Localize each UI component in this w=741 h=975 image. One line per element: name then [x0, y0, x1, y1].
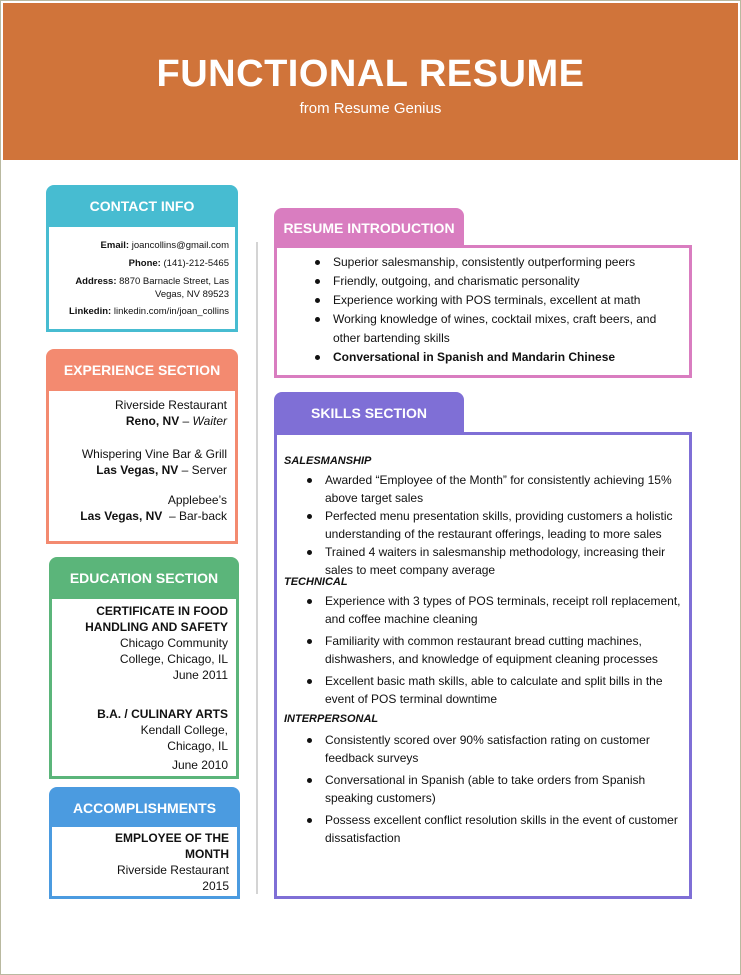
education-section — [49, 557, 239, 779]
job-separator: – — [178, 463, 192, 477]
education-title: CERTIFICATE IN FOOD — [96, 604, 228, 618]
education-heading: EDUCATION SECTION — [49, 557, 239, 599]
skills-list-salesmanship — [325, 471, 685, 579]
job-role: Server — [191, 463, 227, 477]
resume-subtitle: from Resume Genius — [299, 100, 442, 117]
email-label: Email: — [100, 240, 130, 251]
intro-bullet: Superior salesmanship, consistently outperforming peers — [333, 253, 683, 272]
accomplishments-body — [49, 827, 240, 899]
education-school: Kendall College, — [140, 723, 228, 737]
skill-bullet: Trained 4 waiters in salesmanship methodology, increasing their sales to meet company average — [325, 543, 685, 579]
skills-category-technical: TECHNICAL — [284, 576, 348, 588]
skills-section — [274, 432, 692, 899]
contact-address-row — [75, 275, 229, 301]
education-title: B.A. / CULINARY ARTS — [97, 707, 228, 721]
contact-heading: CONTACT INFO — [46, 185, 238, 227]
intro-bullet: Conversational in Spanish and Mandarin Chinese — [333, 348, 683, 367]
job-location: Reno, NV — [125, 414, 180, 428]
education-item-2 — [97, 706, 228, 773]
job-role: Waiter — [192, 414, 227, 428]
contact-phone-row — [129, 257, 229, 270]
education-title: HANDLING AND SAFETY — [85, 620, 228, 634]
experience-body — [46, 391, 238, 544]
accomplishments-section — [49, 787, 240, 899]
education-body — [49, 599, 239, 779]
job-employer: Whispering Vine Bar & Grill — [81, 447, 227, 461]
resume-title: FUNCTIONAL RESUME — [156, 53, 585, 95]
skills-heading: SKILLS SECTION — [274, 392, 464, 434]
skill-bullet: Awarded “Employee of the Month” for consistently achieving 15% above target sales — [325, 471, 685, 507]
header-banner — [3, 3, 738, 160]
accomplishment-item — [115, 830, 229, 894]
linkedin-value: linkedin.com/in/joan_collins — [113, 306, 229, 317]
job-employer: Applebee’s — [167, 493, 227, 507]
experience-section — [46, 349, 238, 544]
contact-email-row — [101, 239, 229, 252]
accomplishments-heading: ACCOMPLISHMENTS — [49, 787, 240, 829]
column-divider — [256, 242, 258, 894]
job-1 — [115, 397, 227, 429]
phone-label: Phone: — [128, 258, 161, 269]
accomplishment-title: MONTH — [185, 847, 229, 861]
accomplishment-place: Riverside Restaurant — [116, 863, 229, 877]
contact-section — [46, 185, 238, 332]
education-item-1 — [85, 603, 228, 683]
education-school: Chicago Community — [119, 636, 228, 650]
address-line1: 8870 Barnacle Street, Las — [119, 276, 229, 287]
education-date: June 2010 — [171, 758, 228, 772]
intro-bullet: Experience working with POS terminals, excellent at math — [333, 291, 683, 310]
job-separator: – — [179, 414, 193, 428]
education-school: Chicago, IL — [167, 739, 228, 753]
skill-bullet: Consistently scored over 90% satisfaction rating on customer feedback surveys — [325, 731, 685, 767]
accomplishment-title: EMPLOYEE OF THE — [114, 831, 229, 845]
skills-list-technical — [325, 592, 685, 708]
experience-heading: EXPERIENCE SECTION — [46, 349, 238, 391]
skills-category-salesmanship: SALESMANSHIP — [284, 455, 372, 467]
skill-bullet: Familiarity with common restaurant bread cutting machines, dishwashers, and knowledge of equipment cleaning processes — [325, 632, 685, 668]
linkedin-label: Linkedin: — [69, 306, 112, 317]
skills-list-interpersonal — [325, 731, 685, 847]
job-role: Bar-back — [178, 509, 227, 523]
contact-linkedin-row — [69, 305, 229, 318]
job-location: Las Vegas, NV — [96, 463, 179, 477]
skill-bullet: Excellent basic math skills, able to calculate and split bills in the event of POS terminal downtime — [325, 672, 685, 708]
skill-bullet: Perfected menu presentation skills, providing customers a holistic understanding of the restaurant offerings, leading to more sales — [325, 507, 685, 543]
skill-bullet: Experience with 3 types of POS terminals, receipt roll replacement, and coffee machine cleaning — [325, 592, 685, 628]
job-3 — [80, 492, 227, 524]
skill-bullet: Conversational in Spanish (able to take orders from Spanish speaking customers) — [325, 771, 685, 807]
job-2 — [82, 446, 227, 478]
job-location: Las Vegas, NV — [80, 509, 163, 523]
contact-body — [46, 227, 238, 332]
skills-category-interpersonal: INTERPERSONAL — [284, 713, 379, 725]
introduction-heading: RESUME INTRODUCTION — [274, 208, 464, 248]
address-line2: Vegas, NV 89523 — [155, 289, 229, 300]
email-value: joancollins@gmail.com — [131, 240, 229, 251]
introduction-section — [274, 245, 692, 378]
job-separator: – — [162, 509, 179, 523]
intro-bullet: Working knowledge of wines, cocktail mixes, craft beers, and other bartending skills — [333, 310, 683, 348]
intro-bullet: Friendly, outgoing, and charismatic personality — [333, 272, 683, 291]
phone-value: (141)-212-5465 — [163, 258, 229, 269]
skill-bullet: Possess excellent conflict resolution skills in the event of customer dissatisfaction — [325, 811, 685, 847]
introduction-list — [333, 253, 683, 367]
education-school: College, Chicago, IL — [119, 652, 228, 666]
job-employer: Riverside Restaurant — [114, 398, 227, 412]
address-label: Address: — [75, 276, 117, 287]
accomplishment-year: 2015 — [202, 879, 229, 893]
education-date: June 2011 — [172, 668, 228, 682]
